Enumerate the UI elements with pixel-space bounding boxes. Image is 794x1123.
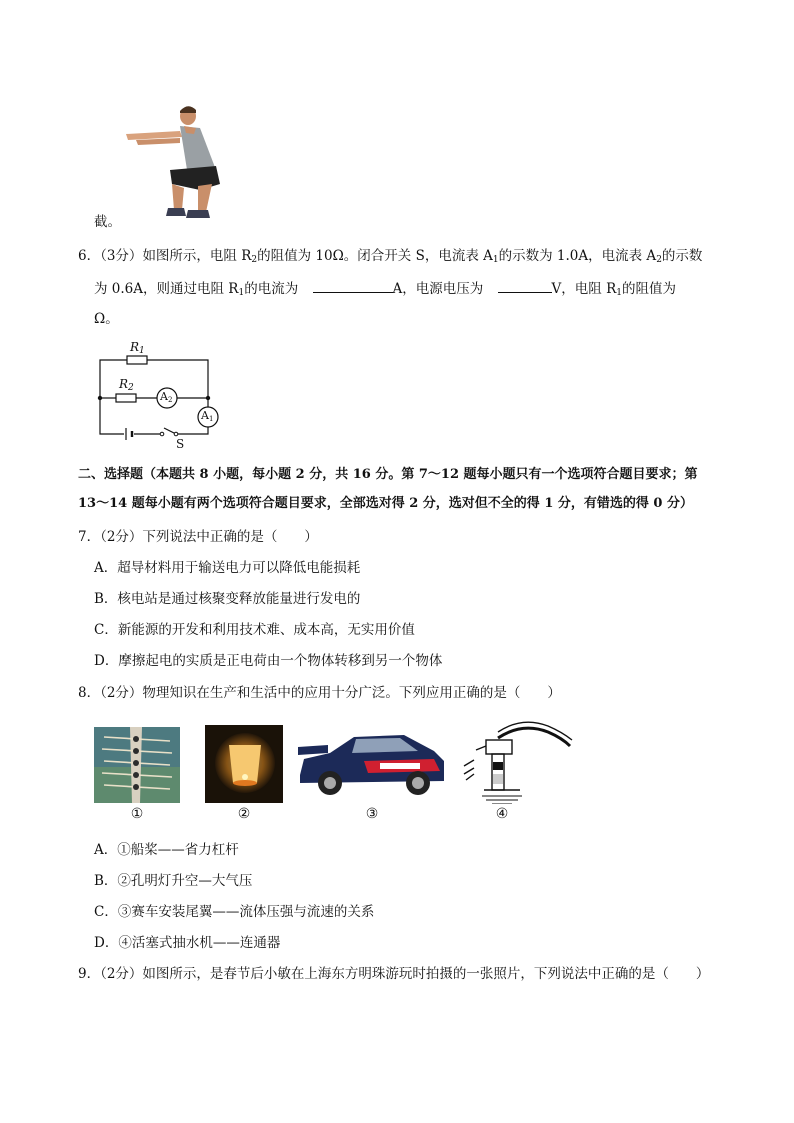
image-label-1: ① [130, 806, 144, 822]
q6-text: 的电流为 [244, 281, 299, 297]
q7-option-c[interactable]: C．新能源的开发和利用技术难、成本高，无实用价值 [94, 622, 415, 638]
q6-sub: 2 [251, 255, 258, 265]
q7-option-d[interactable]: D．摩擦起电的实质是正电荷由一个物体转移到另一个物体 [94, 653, 443, 669]
q6-text: 如图所示，电阻 R [142, 248, 252, 264]
section-2-heading-line-1: 二、选择题（本题共 8 小题，每小题 2 分，共 16 分。第 7～12 题每小题只有一个选项符合题目要求；第 [78, 467, 698, 482]
rowing-boat-image [94, 727, 180, 803]
ammeter-a2-label [160, 390, 172, 404]
image-label-3: ③ [365, 806, 379, 822]
q6-line-2 [94, 278, 676, 303]
q6-sub: 1 [492, 255, 499, 265]
q6-text: 为 0.6A，则通过电阻 R [94, 281, 239, 297]
q7-option-a[interactable]: A．超导材料用于输送电力可以降低电能损耗 [94, 560, 361, 576]
q7-stem: 7．（2分）下列说法中正确的是（ ） [78, 529, 318, 545]
circuit-diagram [94, 340, 224, 450]
q6-text: 的示数为 1.0A，电流表 A [498, 248, 657, 264]
q6-sub: 2 [656, 255, 662, 265]
label-text: A [160, 390, 168, 403]
q6-line-3: Ω。 [94, 311, 119, 327]
image-label-2: ② [237, 806, 251, 822]
answer-blank-current[interactable] [313, 278, 393, 293]
q9-stem: 9．（2分）如图所示，是春节后小敏在上海东方明珠游玩时拍摄的一张照片，下列说法中正确的是（ ） [78, 966, 710, 982]
q6-sub: 1 [616, 288, 622, 298]
race-car-image [294, 725, 450, 803]
sky-lantern-image [205, 725, 283, 803]
q6-line-1 [78, 246, 702, 270]
label-r1 [130, 340, 145, 356]
q6-text: 的阻值为 10Ω。闭合开关 S，电流表 A [257, 248, 493, 264]
q8-option-a[interactable]: A．①船桨——省力杠杆 [94, 842, 239, 858]
q8-option-b[interactable]: B．②孔明灯升空—大气压 [94, 873, 253, 889]
squat-person-image [122, 100, 222, 222]
image-label-4: ④ [495, 806, 509, 822]
label-text: R [119, 377, 129, 391]
label-text: A [201, 409, 209, 422]
q6-text: A，电源电压为 [392, 281, 484, 297]
q6-number: 6． [78, 248, 101, 264]
q6-text: 的示数 [661, 248, 703, 264]
q6-text: V，电阻 R [551, 281, 617, 297]
q8-option-d[interactable]: D．④活塞式抽水机——连通器 [94, 935, 281, 951]
q8-stem: 8．（2分）物理知识在生产和生活中的应用十分广泛。下列应用正确的是（ ） [78, 685, 561, 701]
piston-pump-image [462, 716, 578, 804]
q7-option-b[interactable]: B．核电站是通过核聚变释放能量进行发电的 [94, 591, 361, 607]
label-sub: 2 [128, 383, 134, 393]
fragment-text: 截。 [94, 214, 121, 230]
label-sub: 2 [167, 396, 173, 404]
q6-sub: 1 [238, 288, 245, 298]
label-sub: 1 [208, 415, 214, 423]
section-2-heading-line-2: 13～14 题每小题有两个选项符合题目要求，全部选对得 2 分，选对但不全的得 1 分，有错选的得 0 分） [78, 496, 693, 511]
label-text: R [130, 340, 140, 354]
answer-blank-voltage[interactable] [498, 278, 552, 293]
q8-option-c[interactable]: C．③赛车安装尾翼——流体压强与流速的关系 [94, 904, 375, 920]
label-r2 [119, 377, 134, 393]
q6-score: （3分） [100, 248, 143, 264]
switch-label: S [176, 437, 185, 451]
q6-text: 的阻值为 [622, 281, 676, 297]
label-sub: 1 [139, 346, 145, 356]
ammeter-a1-label [201, 409, 213, 423]
